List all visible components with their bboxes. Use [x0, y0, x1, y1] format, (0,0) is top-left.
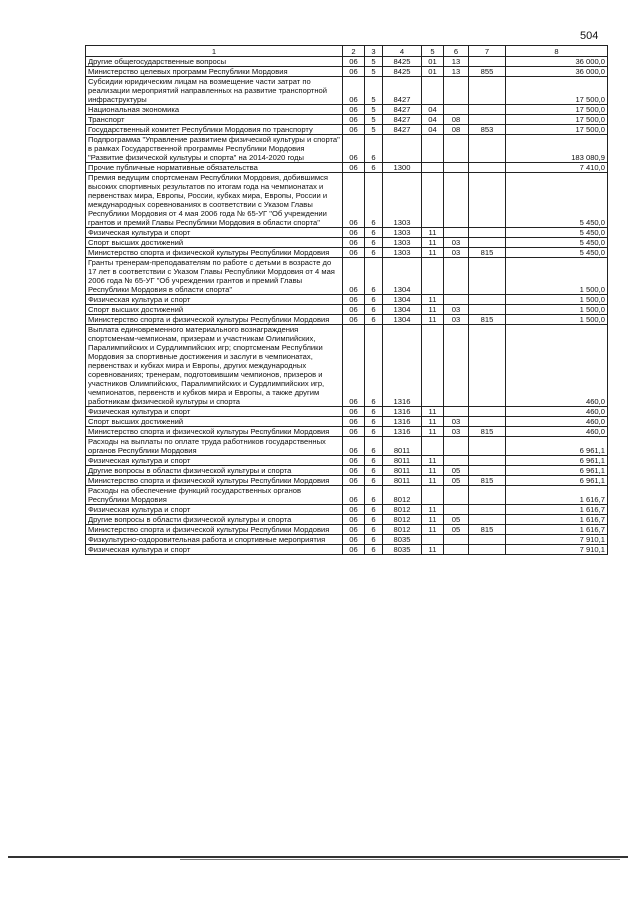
row-amount: 7 410,0 [506, 163, 608, 173]
row-amount: 1 500,0 [506, 258, 608, 295]
row-code: 11 [422, 417, 444, 427]
row-code [383, 135, 422, 163]
row-code [469, 295, 506, 305]
row-code [422, 135, 444, 163]
table-row [86, 315, 608, 325]
row-code [422, 325, 444, 407]
row-code [469, 535, 506, 545]
row-code [469, 515, 506, 525]
row-description: Министерство спорта и физической культуры Республики Мордовия [86, 427, 343, 437]
row-code: 6 [365, 535, 383, 545]
row-code: 06 [343, 135, 365, 163]
row-code: 1303 [383, 173, 422, 228]
row-code: 1316 [383, 325, 422, 407]
row-code [444, 173, 469, 228]
row-code: 6 [365, 238, 383, 248]
row-code: 815 [469, 315, 506, 325]
row-description: Другие вопросы в области физической культуры и спорта [86, 466, 343, 476]
row-code [469, 417, 506, 427]
row-code: 06 [343, 466, 365, 476]
row-code [469, 437, 506, 456]
row-code: 06 [343, 505, 365, 515]
table-row [86, 545, 608, 555]
row-amount: 1 616,7 [506, 515, 608, 525]
row-code: 06 [343, 228, 365, 238]
row-code: 06 [343, 173, 365, 228]
row-code: 11 [422, 505, 444, 515]
row-code: 01 [422, 57, 444, 67]
row-code: 8011 [383, 476, 422, 486]
row-code: 1304 [383, 258, 422, 295]
row-code: 6 [365, 486, 383, 505]
row-code: 11 [422, 228, 444, 238]
row-code: 1304 [383, 315, 422, 325]
row-amount: 6 961,1 [506, 456, 608, 466]
row-code: 8427 [383, 105, 422, 115]
row-code: 1316 [383, 407, 422, 417]
row-code: 5 [365, 57, 383, 67]
row-code: 11 [422, 305, 444, 315]
row-code: 06 [343, 305, 365, 315]
row-code: 06 [343, 325, 365, 407]
row-amount: 1 500,0 [506, 295, 608, 305]
row-code [444, 325, 469, 407]
row-code: 08 [444, 125, 469, 135]
column-header: 8 [506, 46, 608, 57]
row-code [469, 305, 506, 315]
row-amount: 7 910,1 [506, 535, 608, 545]
row-code [469, 135, 506, 163]
row-code [469, 466, 506, 476]
row-code: 853 [469, 125, 506, 135]
row-code: 1303 [383, 228, 422, 238]
row-code: 8011 [383, 456, 422, 466]
row-description: Министерство спорта и физической культуры Республики Мордовия [86, 315, 343, 325]
row-code: 05 [444, 466, 469, 476]
row-description: Физическая культура и спорт [86, 505, 343, 515]
row-code: 6 [365, 456, 383, 466]
row-code: 11 [422, 427, 444, 437]
row-code: 6 [365, 258, 383, 295]
table-row [86, 105, 608, 115]
row-code: 1303 [383, 248, 422, 258]
row-code: 815 [469, 427, 506, 437]
row-code: 05 [444, 476, 469, 486]
table-row [86, 228, 608, 238]
table-row [86, 325, 608, 407]
row-code: 11 [422, 456, 444, 466]
row-code: 6 [365, 295, 383, 305]
row-description: Подпрограмма "Управление развитием физической культуры и спорта" в рамках Государственной программы Республики Мордовия "Развитие физической культуры и спорта" на 2014-2020 годы [86, 135, 343, 163]
row-code: 06 [343, 427, 365, 437]
row-description: Транспорт [86, 115, 343, 125]
row-code: 06 [343, 248, 365, 258]
row-description: Государственный комитет Республики Мордовия по транспорту [86, 125, 343, 135]
row-code: 06 [343, 437, 365, 456]
row-amount: 460,0 [506, 427, 608, 437]
table-row [86, 163, 608, 173]
row-description: Физическая культура и спорт [86, 545, 343, 555]
row-code: 815 [469, 248, 506, 258]
row-amount: 1 616,7 [506, 505, 608, 515]
row-code: 8012 [383, 505, 422, 515]
row-amount: 17 500,0 [506, 115, 608, 125]
row-code: 06 [343, 486, 365, 505]
table-row [86, 248, 608, 258]
row-code: 8011 [383, 466, 422, 476]
row-code: 03 [444, 305, 469, 315]
row-code [444, 456, 469, 466]
row-code: 06 [343, 525, 365, 535]
row-code: 06 [343, 295, 365, 305]
table-row [86, 535, 608, 545]
row-description: Субсидии юридическим лицам на возмещение части затрат по реализации мероприятий направленных на развитие транспортной инфраструктуры [86, 77, 343, 105]
row-code: 03 [444, 238, 469, 248]
row-code: 06 [343, 545, 365, 555]
row-amount: 6 961,1 [506, 437, 608, 456]
row-description: Физическая культура и спорт [86, 407, 343, 417]
row-code [422, 77, 444, 105]
row-code [444, 535, 469, 545]
row-code: 13 [444, 67, 469, 77]
row-code: 11 [422, 525, 444, 535]
row-code: 06 [343, 417, 365, 427]
row-code: 8427 [383, 125, 422, 135]
row-code: 04 [422, 125, 444, 135]
row-amount: 17 500,0 [506, 77, 608, 105]
row-code: 855 [469, 67, 506, 77]
row-description: Прочие публичные нормативные обязательства [86, 163, 343, 173]
row-code [469, 57, 506, 67]
row-amount: 5 450,0 [506, 248, 608, 258]
row-code: 1303 [383, 238, 422, 248]
row-description: Министерство целевых программ Республики Мордовия [86, 67, 343, 77]
row-code: 6 [365, 466, 383, 476]
row-code: 5 [365, 77, 383, 105]
row-code: 6 [365, 505, 383, 515]
row-description: Физическая культура и спорт [86, 228, 343, 238]
row-code: 6 [365, 135, 383, 163]
table-row [86, 67, 608, 77]
row-code [469, 545, 506, 555]
row-code [444, 505, 469, 515]
row-code: 06 [343, 515, 365, 525]
row-code: 06 [343, 115, 365, 125]
row-code: 1304 [383, 295, 422, 305]
column-header: 7 [469, 46, 506, 57]
row-amount: 17 500,0 [506, 105, 608, 115]
row-amount: 6 961,1 [506, 466, 608, 476]
row-code [444, 437, 469, 456]
row-code: 8427 [383, 77, 422, 105]
table-row [86, 515, 608, 525]
table-row [86, 486, 608, 505]
row-code [444, 105, 469, 115]
row-code: 06 [343, 67, 365, 77]
row-code: 11 [422, 295, 444, 305]
row-code: 8425 [383, 57, 422, 67]
row-description: Гранты тренерам-преподавателям по работе с детьми в возрасте до 17 лет в соответствии с Указом Главы Республики Мордовия от 4 мая 2006 года № 65-УГ "Об учреждении грантов и премий Главы Республики Мордовия в области спорта" [86, 258, 343, 295]
row-code: 6 [365, 248, 383, 258]
row-code: 06 [343, 258, 365, 295]
row-description: Министерство спорта и физической культуры Республики Мордовия [86, 525, 343, 535]
row-code: 6 [365, 228, 383, 238]
column-header: 1 [86, 46, 343, 57]
row-code: 8427 [383, 115, 422, 125]
row-code: 03 [444, 248, 469, 258]
row-code: 11 [422, 315, 444, 325]
row-code [444, 295, 469, 305]
row-code: 6 [365, 476, 383, 486]
row-code: 04 [422, 105, 444, 115]
row-code: 8011 [383, 437, 422, 456]
table-row [86, 125, 608, 135]
table-row [86, 135, 608, 163]
row-code [444, 228, 469, 238]
table-row [86, 295, 608, 305]
table-header-row [86, 46, 608, 57]
row-code [422, 437, 444, 456]
table-row [86, 407, 608, 417]
row-description: Спорт высших достижений [86, 417, 343, 427]
column-header: 4 [383, 46, 422, 57]
row-code: 8012 [383, 525, 422, 535]
row-amount: 5 450,0 [506, 238, 608, 248]
row-code: 1304 [383, 305, 422, 315]
row-code: 6 [365, 305, 383, 315]
row-code: 11 [422, 466, 444, 476]
row-code: 11 [422, 248, 444, 258]
row-description: Премия ведущим спортсменам Республики Мордовия, добившимся высоких спортивных результатов по итогам года на чемпионатах и первенствах мира, Европы, России, кубках мира, Европы, России и международных соревнованиях в соответствии с Указом Главы Республики Мордовия от 4 мая 2006 года № 65-УГ "Об учреждении грантов и премий Главы Республики Мордовия в области спорта" [86, 173, 343, 228]
row-code: 8012 [383, 515, 422, 525]
row-code: 6 [365, 515, 383, 525]
row-amount: 5 450,0 [506, 228, 608, 238]
row-code [469, 407, 506, 417]
row-description: Спорт высших достижений [86, 238, 343, 248]
budget-table [85, 45, 608, 555]
row-code [444, 545, 469, 555]
row-description: Физкультурно-оздоровительная работа и спортивные мероприятия [86, 535, 343, 545]
row-code: 06 [343, 535, 365, 545]
row-amount: 460,0 [506, 417, 608, 427]
table-row [86, 456, 608, 466]
row-code [422, 258, 444, 295]
row-code: 815 [469, 525, 506, 535]
table-row [86, 466, 608, 476]
column-header: 2 [343, 46, 365, 57]
row-code [469, 105, 506, 115]
row-amount: 36 000,0 [506, 57, 608, 67]
row-code [469, 115, 506, 125]
row-code [422, 163, 444, 173]
row-code: 6 [365, 437, 383, 456]
table-row [86, 258, 608, 295]
table-row [86, 427, 608, 437]
row-description: Национальная экономика [86, 105, 343, 115]
table-row [86, 476, 608, 486]
table-row [86, 505, 608, 515]
row-code: 06 [343, 456, 365, 466]
footer-rule [8, 856, 628, 858]
row-code [469, 505, 506, 515]
row-code: 6 [365, 325, 383, 407]
row-code: 5 [365, 105, 383, 115]
row-code: 01 [422, 67, 444, 77]
row-code: 11 [422, 515, 444, 525]
row-description: Расходы на выплаты по оплате труда работников государственных органов Республики Мордовия [86, 437, 343, 456]
row-code: 13 [444, 57, 469, 67]
row-code [444, 163, 469, 173]
table-row [86, 437, 608, 456]
row-description: Спорт высших достижений [86, 305, 343, 315]
row-code [469, 258, 506, 295]
row-code: 03 [444, 427, 469, 437]
row-code: 06 [343, 407, 365, 417]
row-code: 6 [365, 163, 383, 173]
row-amount: 5 450,0 [506, 173, 608, 228]
page-number: 504 [580, 30, 599, 42]
row-amount: 1 616,7 [506, 525, 608, 535]
row-amount: 6 961,1 [506, 476, 608, 486]
row-code [469, 228, 506, 238]
footer-rule-secondary [180, 859, 620, 860]
row-description: Другие общегосударственные вопросы [86, 57, 343, 67]
row-code: 06 [343, 476, 365, 486]
row-amount: 460,0 [506, 407, 608, 417]
table-row [86, 57, 608, 67]
row-code: 11 [422, 545, 444, 555]
row-amount: 1 500,0 [506, 305, 608, 315]
row-amount: 17 500,0 [506, 125, 608, 135]
row-code: 03 [444, 417, 469, 427]
row-code: 05 [444, 515, 469, 525]
row-code: 6 [365, 315, 383, 325]
row-code [444, 407, 469, 417]
row-code: 06 [343, 77, 365, 105]
row-code: 8425 [383, 67, 422, 77]
row-code: 8012 [383, 486, 422, 505]
row-code: 6 [365, 427, 383, 437]
row-code [444, 135, 469, 163]
table-row [86, 417, 608, 427]
row-code: 6 [365, 545, 383, 555]
table-row [86, 525, 608, 535]
row-code [469, 77, 506, 105]
row-amount: 7 910,1 [506, 545, 608, 555]
row-code [469, 456, 506, 466]
row-code: 6 [365, 173, 383, 228]
row-code: 11 [422, 476, 444, 486]
table-row [86, 115, 608, 125]
table-row [86, 173, 608, 228]
row-description: Министерство спорта и физической культуры Республики Мордовия [86, 248, 343, 258]
column-header: 6 [444, 46, 469, 57]
row-code [469, 486, 506, 505]
row-description: Министерство спорта и физической культуры Республики Мордовия [86, 476, 343, 486]
row-code: 8035 [383, 535, 422, 545]
row-code: 6 [365, 525, 383, 535]
row-code: 5 [365, 67, 383, 77]
row-code [422, 486, 444, 505]
row-code: 1316 [383, 417, 422, 427]
row-description: Выплата единовременного материального вознаграждения спортсменам-чемпионам, призерам и участникам Олимпийских, Паралимпийских и Сурдлимпийских игр; спортсменам Республики Мордовия за спортивные достижения и заслуги в чемпионатах, первенствах и кубках мира и Европы, других международных соревнованиях; тренерам, подготовившим чемпионов, призеров и участников Олимпийских, Паралимпийских и Сурдлимпийских игр, чемпионатов, первенств и кубков мира и Европы, а также другим работникам физической культуры и спорта [86, 325, 343, 407]
row-code: 11 [422, 238, 444, 248]
row-code: 06 [343, 315, 365, 325]
row-code [444, 258, 469, 295]
row-code [422, 535, 444, 545]
row-amount: 1 500,0 [506, 315, 608, 325]
row-code: 5 [365, 125, 383, 135]
row-code: 08 [444, 115, 469, 125]
row-code: 06 [343, 125, 365, 135]
row-description: Расходы на обеспечение функций государственных органов Республики Мордовия [86, 486, 343, 505]
row-code [469, 325, 506, 407]
row-code [469, 173, 506, 228]
row-code [422, 173, 444, 228]
table-row [86, 77, 608, 105]
row-description: Физическая культура и спорт [86, 295, 343, 305]
row-code: 5 [365, 115, 383, 125]
row-code: 6 [365, 417, 383, 427]
row-code [444, 486, 469, 505]
row-code: 06 [343, 238, 365, 248]
row-code: 11 [422, 407, 444, 417]
row-code: 05 [444, 525, 469, 535]
row-code: 6 [365, 407, 383, 417]
row-amount: 460,0 [506, 325, 608, 407]
row-code: 8035 [383, 545, 422, 555]
table-row [86, 238, 608, 248]
row-description: Другие вопросы в области физической культуры и спорта [86, 515, 343, 525]
row-code: 06 [343, 105, 365, 115]
row-code: 04 [422, 115, 444, 125]
row-code: 06 [343, 163, 365, 173]
row-code: 815 [469, 476, 506, 486]
row-code [469, 238, 506, 248]
row-code: 1316 [383, 427, 422, 437]
row-description: Физическая культура и спорт [86, 456, 343, 466]
row-amount: 183 080,9 [506, 135, 608, 163]
column-header: 5 [422, 46, 444, 57]
row-amount: 1 616,7 [506, 486, 608, 505]
table-row [86, 305, 608, 315]
row-code: 03 [444, 315, 469, 325]
row-code: 06 [343, 57, 365, 67]
row-code: 1300 [383, 163, 422, 173]
row-amount: 36 000,0 [506, 67, 608, 77]
column-header: 3 [365, 46, 383, 57]
row-code [469, 163, 506, 173]
row-code [444, 77, 469, 105]
